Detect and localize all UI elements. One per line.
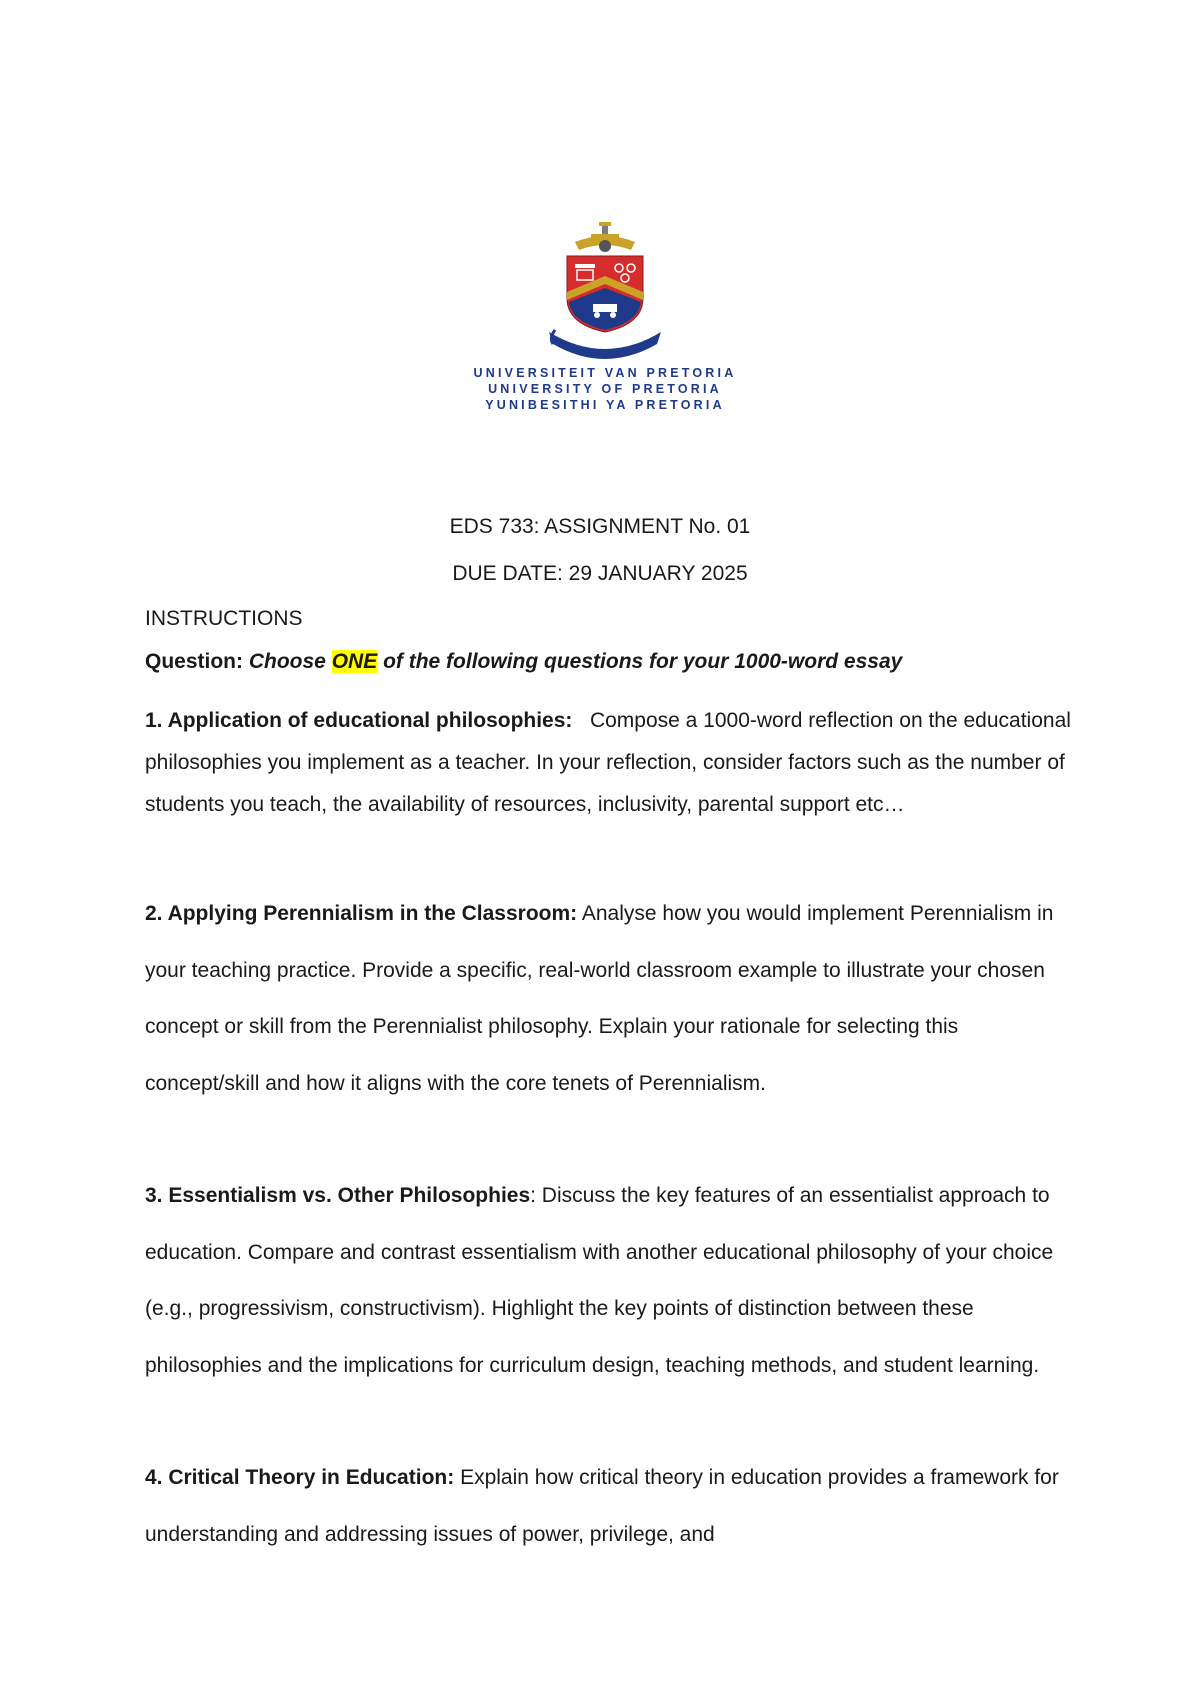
question-instruction — [145, 650, 1075, 674]
question-1 — [145, 700, 1075, 826]
question-2 — [145, 886, 1075, 1112]
question-4-text: Explain how critical theory in education provides a framework for understanding and addressing issues of power, privilege, and — [145, 1466, 1059, 1546]
question-label: Question: — [145, 650, 243, 673]
question-2-text: Analyse how you would implement Perennialism in your teaching practice. Provide a specific, real-world classroom example to illustrate your chosen concept or skill from the Perennialist philosophy. Explain your rationale for selecting this concept/skill and how it aligns with the core tenets of Perennialism. — [145, 902, 1054, 1095]
question-3-text: : Discuss the key features of an essentialist approach to education. Compare and contrast essentialism with another educational philosophy of your choice (e.g., progressivism, constructivism). Highlight the key points of distinction between these philosophies and the implications for curriculum design, teaching methods, and student learning. — [145, 1184, 1054, 1377]
logo-text — [470, 365, 740, 413]
question-3 — [145, 1168, 1075, 1394]
instructions-heading: INSTRUCTIONS — [145, 607, 303, 630]
question-2-title: 2. Applying Perennialism in the Classroom: — [145, 902, 578, 925]
university-crest-icon — [545, 220, 665, 360]
question-1-text: Compose a 1000-word reflection on the educational philosophies you implement as a teacher. In your reflection, consider factors such as the number of students you teach, the availability of resources, inclusivity, parental support etc… — [145, 709, 1071, 816]
assignment-title: EDS 733: ASSIGNMENT No. 01 — [449, 515, 751, 538]
question-4-title: 4. Critical Theory in Education: — [145, 1466, 455, 1489]
highlighted-one: ONE — [331, 650, 378, 673]
university-logo — [470, 220, 740, 420]
question-1-title: 1. Application of educational philosophies: — [145, 709, 573, 732]
logo-line-english: UNIVERSITY OF PRETORIA — [488, 382, 722, 396]
question-post: of the following questions for your 1000-word essay — [383, 650, 903, 673]
question-pre: Choose — [248, 650, 326, 673]
question-3-title: 3. Essentialism vs. Other Philosophies — [145, 1184, 531, 1207]
due-date: DUE DATE: 29 JANUARY 2025 — [452, 562, 748, 585]
logo-line-afrikaans: UNIVERSITEIT VAN PRETORIA — [473, 366, 737, 380]
question-4 — [145, 1450, 1075, 1563]
logo-line-sepedi: YUNIBESITHI YA PRETORIA — [485, 398, 725, 412]
